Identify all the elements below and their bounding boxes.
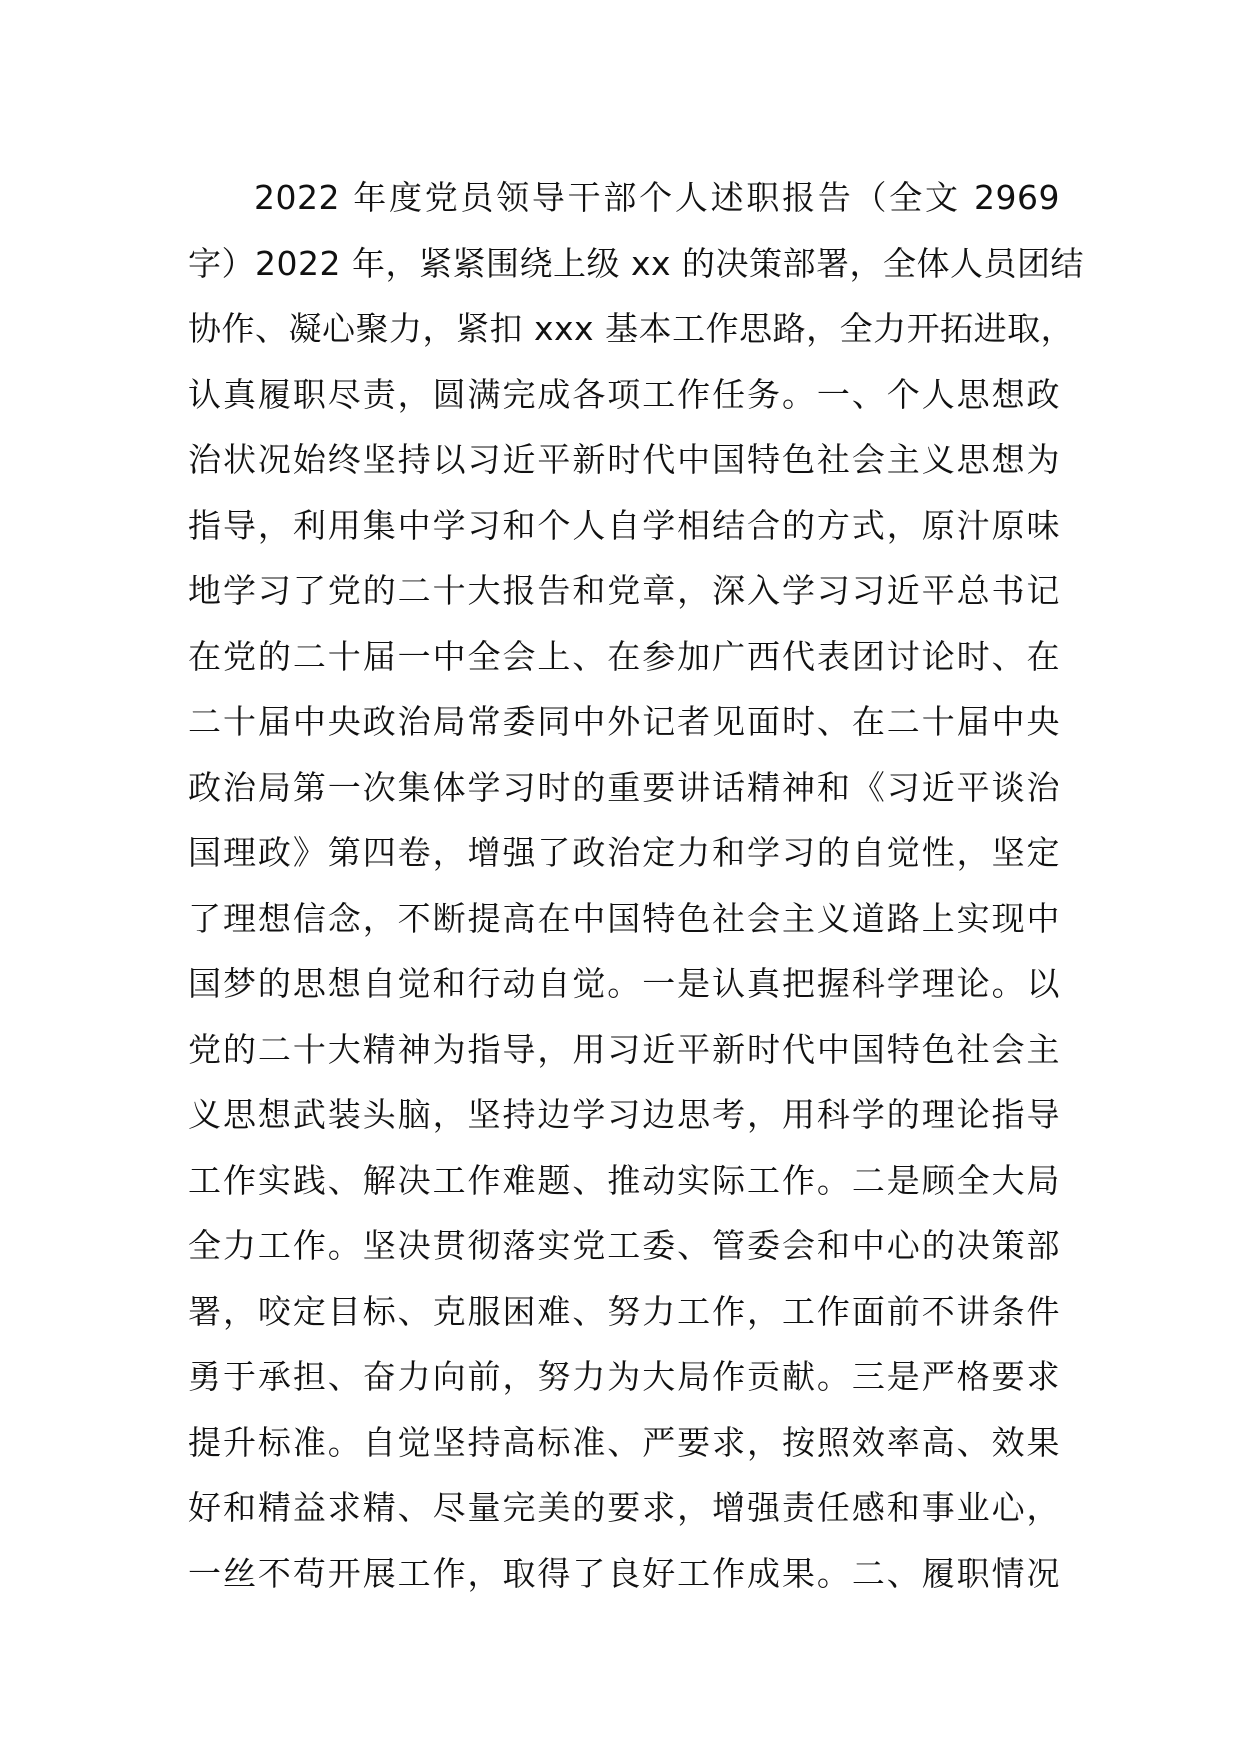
text-line: 字）2022 年，紧紧围绕上级 xx 的决策部署，全体人员团结 [188,243,1085,283]
report-body [188,165,1085,1606]
text-line: 署，咬定目标、克服困难、努力工作，工作面前不讲条件 [188,1291,1060,1331]
text-line: 认真履职尽责，圆满完成各项工作任务。一、个人思想政 [188,374,1060,414]
text-line: 了理想信念，不断提高在中国特色社会主义道路上实现中 [188,898,1060,938]
text-line: 指导，利用集中学习和个人自学相结合的方式，原汁原味 [188,505,1060,545]
text-line: 治状况始终坚持以习近平新时代中国特色社会主义思想为 [188,440,1060,479]
text-line: 政治局第一次集体学习时的重要讲话精神和《习近平谈治 [188,767,1060,807]
text-line: 好和精益求精、尽量完美的要求，增强责任感和事业心， [188,1488,1060,1527]
text-line: 全力工作。坚决贯彻落实党工委、管委会和中心的决策部 [188,1226,1060,1265]
text-line: 一丝不苟开展工作，取得了良好工作成果。二、履职情况 [188,1553,1060,1593]
text-line: 协作、凝心聚力，紧扣 xxx 基本工作思路，全力开拓进取， [188,309,1075,348]
text-line: 国梦的思想自觉和行动自觉。一是认真把握科学理论。以 [188,964,1060,1003]
text-line: 在党的二十届一中全会上、在参加广西代表团讨论时、在 [188,636,1060,676]
text-line: 地学习了党的二十大报告和党章，深入学习习近平总书记 [188,571,1060,610]
text-line: 国理政》第四卷，增强了政治定力和学习的自觉性，坚定 [188,833,1060,872]
text-line: 二十届中央政治局常委同中外记者见面时、在二十届中央 [188,702,1060,741]
text-line: 勇于承担、奋力向前，努力为大局作贡献。三是严格要求 [188,1357,1060,1396]
text-line: 工作实践、解决工作难题、推动实际工作。二是顾全大局 [188,1160,1060,1200]
text-line: 2022 年度党员领导干部个人述职报告（全文 2969 [254,178,1060,217]
text-line: 提升标准。自觉坚持高标准、严要求，按照效率高、效果 [188,1422,1060,1462]
text-line: 义思想武装头脑，坚持边学习边思考，用科学的理论指导 [188,1095,1060,1134]
text-line: 党的二十大精神为指导，用习近平新时代中国特色社会主 [188,1029,1060,1069]
